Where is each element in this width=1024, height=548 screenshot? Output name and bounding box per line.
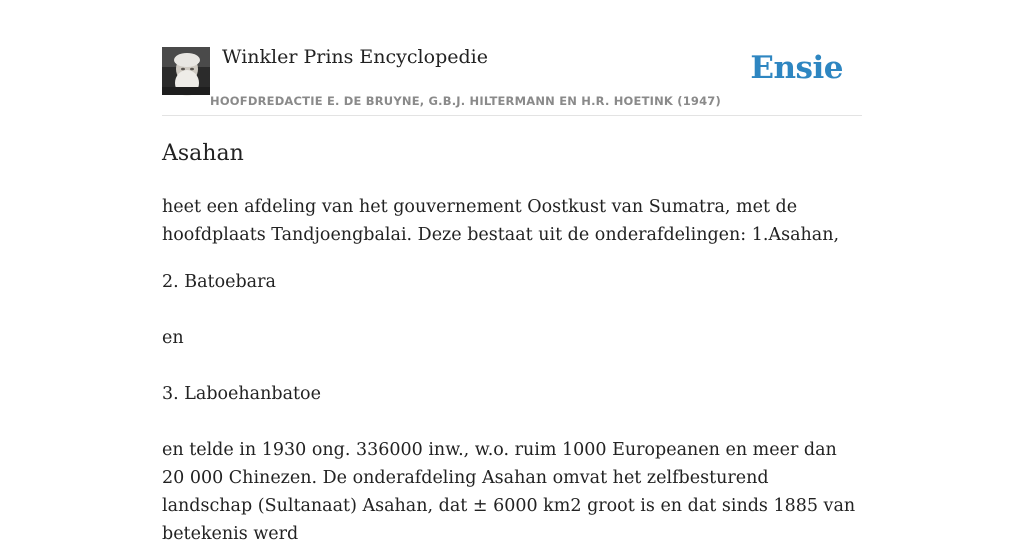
source-header — [162, 46, 862, 116]
article-paragraph: 2. Batoebara — [162, 272, 276, 292]
article-paragraph: en — [162, 328, 184, 348]
article-title: Asahan — [162, 141, 244, 166]
article-paragraph: heet een afdeling van het gouvernement Oostkust van Sumatra, met de hoofdplaats Tandjoengbalai. Deze bestaat uit de onderafdelingen: 1.Asahan, — [162, 197, 840, 245]
article — [162, 138, 862, 548]
source-title[interactable]: Winkler Prins Encyclopedie — [222, 46, 488, 68]
source-editors: HOOFDREDACTIE E. DE BRUYNE, G.B.J. HILTERMANN EN H.R. HOETINK (1947) — [210, 94, 721, 108]
brand-logo[interactable]: Ensie — [750, 50, 843, 86]
author-avatar[interactable] — [162, 47, 210, 95]
article-paragraph: en telde in 1930 ong. 336000 inw., w.o. ruim 1000 Europeanen en meer dan 20 000 Chinezen. De onderafdeling Asahan omvat het zelfbesturend landschap (Sultanaat) Asahan, dat ± 6000 km2 groot is en dat sinds 1885 van betekenis werd — [162, 440, 856, 544]
article-paragraph: 3. Laboehanbatoe — [162, 384, 321, 404]
portrait-icon — [162, 47, 210, 95]
